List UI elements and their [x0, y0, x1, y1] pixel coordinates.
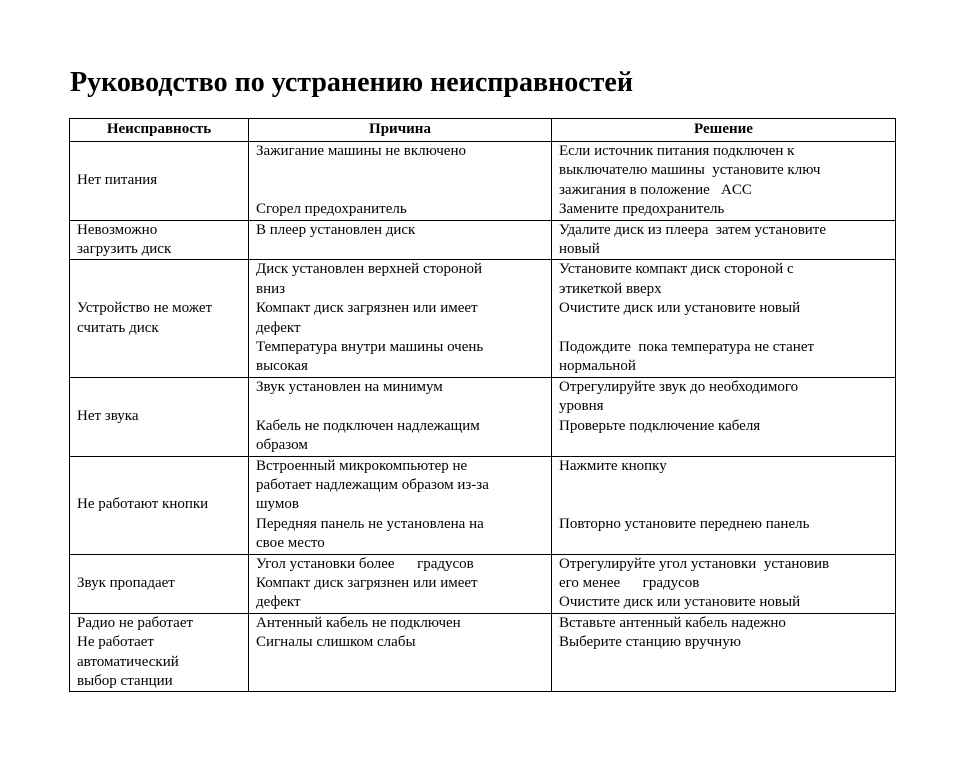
cell-line: Звук пропадает: [77, 574, 175, 591]
cell-line: свое место: [256, 535, 325, 552]
cell-line: выключателю машины установите ключ: [559, 162, 821, 179]
cell-line: Очистите диск или установите новый: [559, 300, 801, 317]
cell-line: Сигналы слишком слабы: [256, 634, 416, 651]
cell-line: Отрегулируйте звук до необходимого: [559, 378, 799, 395]
cell-line: Передняя панель не установлена на: [256, 515, 484, 532]
cell-line: зажигания в положение ACC: [559, 181, 752, 198]
cell-line: Проверьте подключение кабеля: [559, 417, 761, 434]
cell-line: его менее градусов: [559, 574, 700, 591]
table-row: [70, 554, 896, 613]
cell-line: Установите компакт диск стороной с: [559, 261, 794, 278]
cell-line: вниз: [256, 280, 286, 297]
cell-line: Кабель не подключен надлежащим: [256, 417, 480, 434]
cell-solution: [552, 554, 896, 613]
cell-line: нормальной: [559, 358, 636, 375]
header-solution: Решение: [552, 119, 896, 142]
cell-line: высокая: [256, 358, 308, 375]
table-row: [70, 377, 896, 456]
cell-fault: [70, 456, 249, 554]
cell-solution: [552, 220, 896, 260]
cell-cause: [249, 142, 552, 221]
cell-fault: [70, 260, 249, 377]
cell-line: шумов: [256, 496, 299, 513]
cell-line: Нет питания: [77, 172, 158, 189]
table-row: [70, 613, 896, 692]
cell-solution: [552, 613, 896, 692]
table-row: [70, 220, 896, 260]
cell-line: В плеер установлен диск: [256, 221, 416, 238]
cell-line: этикеткой вверх: [559, 280, 662, 297]
header-fault: Неисправность: [70, 119, 249, 142]
cell-line: Радио не работает: [77, 614, 194, 631]
cell-line: Повторно установите переднею панель: [559, 515, 810, 532]
cell-line: [559, 476, 888, 495]
cell-line: Температура внутри машины очень: [256, 339, 484, 356]
cell-line: Выберите станцию вручную: [559, 634, 741, 651]
table-body: [70, 142, 896, 692]
cell-line: автоматический: [77, 653, 179, 670]
cell-cause: [249, 613, 552, 692]
cell-line: [256, 161, 544, 180]
cell-solution: [552, 456, 896, 554]
cell-line: Нет звука: [77, 407, 139, 424]
cell-cause: [249, 554, 552, 613]
cell-line: Если источник питания подключен к: [559, 143, 795, 159]
cell-line: уровня: [559, 398, 604, 415]
cell-line: Подождите пока температура не станет: [559, 339, 815, 356]
cell-line: Встроенный микрокомпьютер не: [256, 457, 468, 474]
cell-cause: [249, 456, 552, 554]
cell-line: Компакт диск загрязнен или имеет: [256, 574, 478, 591]
cell-line: Компакт диск загрязнен или имеет: [256, 300, 478, 317]
cell-cause: [249, 220, 552, 260]
cell-line: дефект: [256, 594, 301, 611]
cell-line: Не работают кнопки: [77, 496, 209, 513]
table-row: [70, 456, 896, 554]
cell-line: [559, 495, 888, 514]
cell-line: Сгорел предохранитель: [256, 201, 407, 218]
cell-line: Зажигание машины не включено: [256, 143, 466, 159]
table-row: [70, 260, 896, 377]
cell-line: Угол установки более градусов: [256, 555, 474, 572]
cell-line: дефект: [256, 319, 301, 336]
cell-line: образом: [256, 437, 308, 454]
table-header-row: [70, 119, 896, 142]
cell-fault: [70, 142, 249, 221]
troubleshooting-table: [69, 118, 896, 692]
page-title: Руководство по устранению неисправностей: [70, 67, 633, 98]
cell-cause: [249, 377, 552, 456]
cell-line: работает надлежащим образом из-за: [256, 476, 489, 493]
cell-line: Замените предохранитель: [559, 201, 725, 218]
cell-line: [256, 397, 544, 416]
cell-line: Невозможно: [77, 221, 158, 238]
table-row: [70, 142, 896, 221]
cell-line: Диск установлен верхней стороной: [256, 261, 483, 278]
cell-line: Устройство не может: [77, 300, 213, 317]
cell-line: Удалите диск из плеера затем установите: [559, 221, 827, 238]
cell-fault: [70, 613, 249, 692]
cell-fault: [70, 377, 249, 456]
cell-line: Вставьте антенный кабель надежно: [559, 614, 786, 631]
cell-line: Антенный кабель не подключен: [256, 614, 461, 631]
cell-line: загрузить диск: [77, 241, 172, 258]
cell-line: [256, 181, 544, 200]
cell-line: выбор станции: [77, 672, 173, 689]
cell-line: Очистите диск или установите новый: [559, 594, 801, 611]
cell-line: новый: [559, 241, 600, 258]
cell-line: считать диск: [77, 319, 159, 336]
cell-solution: [552, 377, 896, 456]
cell-solution: [552, 142, 896, 221]
cell-line: [559, 319, 888, 338]
cell-fault: [70, 554, 249, 613]
cell-line: Отрегулируйте угол установки установив: [559, 555, 830, 572]
cell-line: Звук установлен на минимум: [256, 378, 443, 395]
cell-fault: [70, 220, 249, 260]
cell-cause: [249, 260, 552, 377]
cell-line: Нажмите кнопку: [559, 457, 667, 474]
header-cause: Причина: [249, 119, 552, 142]
cell-solution: [552, 260, 896, 377]
cell-line: Не работает: [77, 634, 154, 651]
